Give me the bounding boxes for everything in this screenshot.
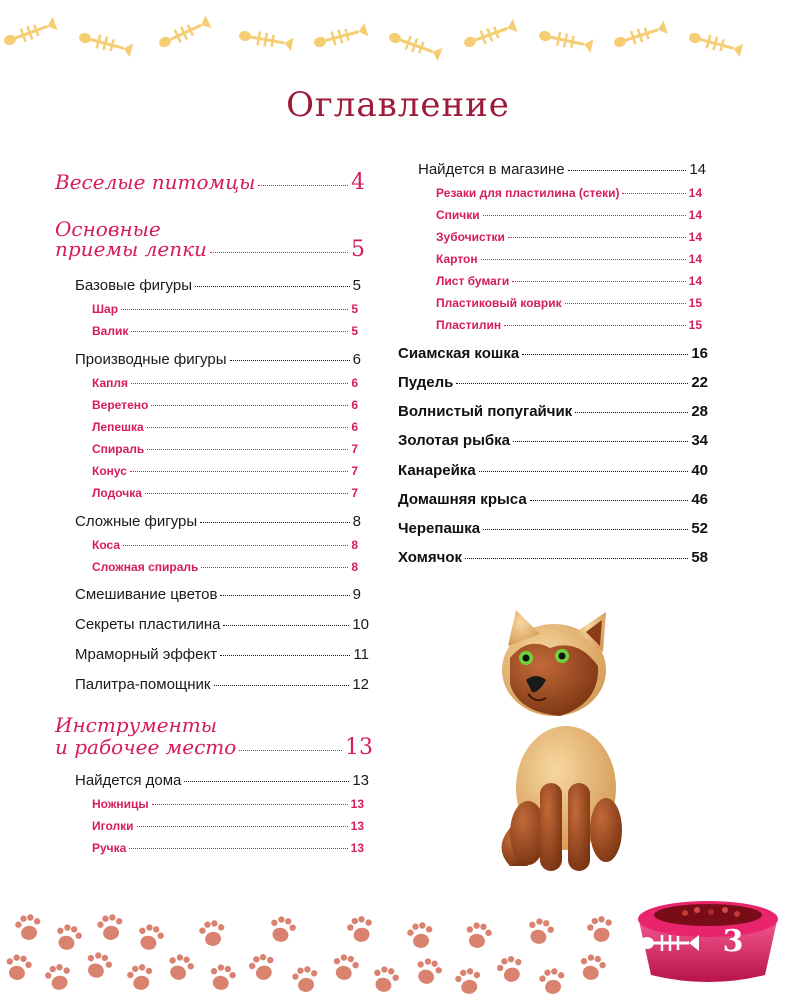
paw-print-icon: [495, 953, 527, 985]
toc-pet[interactable]: Золотая рыбка 34: [398, 432, 708, 449]
toc-subsection[interactable]: Иголки 13: [92, 819, 364, 833]
paw-print-icon: [135, 922, 166, 953]
paw-print-icon: [53, 922, 84, 953]
plasticine-cat: [488, 608, 638, 876]
toc-section[interactable]: Базовые фигуры 5: [75, 277, 361, 294]
page-number: 3: [722, 924, 744, 959]
fish-bone-icon: [77, 30, 133, 57]
paw-print-icon: [14, 913, 43, 942]
paw-print-icon: [585, 914, 616, 945]
fish-bone-icon: [687, 30, 743, 57]
paw-print-icon: [330, 953, 360, 983]
toc-subsection[interactable]: Пластилин 15: [436, 318, 702, 332]
toc-subsection[interactable]: Ручка 13: [92, 841, 364, 855]
fish-bone-icon: [612, 21, 668, 51]
paw-print-icon: [267, 914, 298, 945]
toc-subsection[interactable]: Зубочистки 14: [436, 230, 702, 244]
toc-subsection[interactable]: Спираль 7: [92, 442, 358, 456]
toc-subsection[interactable]: Резаки для пластилина (стеки) 14: [436, 186, 702, 200]
toc-subsection[interactable]: Лодочка 7: [92, 486, 358, 500]
fish-bone-icon: [2, 17, 58, 49]
toc-subsection[interactable]: Лепешка 6: [92, 420, 358, 434]
fish-bone-icon: [387, 29, 443, 61]
toc-subsection[interactable]: Веретено 6: [92, 398, 358, 412]
paw-print-icon: [370, 964, 401, 995]
toc-subsection[interactable]: Шар 5: [92, 302, 358, 316]
paw-print-icon: [247, 951, 279, 983]
toc-chapter-line1: Основные: [55, 217, 161, 241]
toc-section[interactable]: Найдется дома 13: [75, 772, 369, 789]
toc-chapter[interactable]: приемы лепки 5: [55, 237, 365, 262]
paw-print-icon: [164, 952, 196, 984]
toc-subsection[interactable]: Капля 6: [92, 376, 358, 390]
paw-print-icon: [96, 913, 125, 942]
toc-subsection[interactable]: Коса 8: [92, 538, 358, 552]
toc-section[interactable]: Сложные фигуры 8: [75, 513, 361, 530]
paw-print-icon: [464, 921, 493, 950]
paw-print-icon: [412, 956, 444, 988]
page-title: Оглавление: [286, 85, 510, 125]
toc-subsection[interactable]: Ножницы 13: [92, 797, 364, 811]
fish-bone-icon: [312, 23, 368, 50]
toc-subsection[interactable]: Спички 14: [436, 208, 702, 222]
toc-subsection[interactable]: Валик 5: [92, 324, 358, 338]
paw-print-icon: [43, 962, 74, 993]
toc-pet[interactable]: Домашняя крыса 46: [398, 491, 708, 508]
fish-bone-icon: [538, 28, 594, 53]
food-bowl: [633, 893, 783, 985]
paw-print-icon: [126, 962, 156, 992]
toc-chapter-line1: Инструменты: [55, 713, 218, 737]
toc-section[interactable]: Палитра-помощник 12: [75, 676, 369, 693]
paw-print-icon: [454, 966, 484, 996]
fish-bone-icon: [157, 15, 212, 51]
paw-print-icon: [82, 949, 114, 981]
paw-print-icon: [4, 953, 33, 982]
paw-print-icon: [345, 914, 376, 945]
toc-subsection[interactable]: Сложная спираль 8: [92, 560, 358, 574]
toc-section[interactable]: Производные фигуры 6: [75, 351, 361, 368]
toc-section[interactable]: Мраморный эффект 11: [75, 646, 369, 663]
toc-pet[interactable]: Пудель 22: [398, 374, 708, 391]
toc-section[interactable]: Секреты пластилина 10: [75, 616, 369, 633]
paw-print-icon: [538, 967, 567, 996]
toc-chapter[interactable]: и рабочее место 13: [55, 735, 373, 760]
toc-subsection[interactable]: Лист бумаги 14: [436, 274, 702, 288]
toc-pet[interactable]: Волнистый попугайчик 28: [398, 403, 708, 420]
toc-pet[interactable]: Сиамская кошка 16: [398, 345, 708, 362]
paw-print-icon: [207, 963, 237, 993]
paw-print-icon: [525, 916, 556, 947]
paw-print-icon: [198, 919, 227, 948]
toc-pet[interactable]: Хомячок 58: [398, 549, 708, 566]
toc-subsection[interactable]: Картон 14: [436, 252, 702, 266]
fish-bone-icon: [462, 19, 518, 51]
toc-chapter[interactable]: Веселые питомцы 4: [55, 170, 365, 195]
toc-pet[interactable]: Черепашка 52: [398, 520, 708, 537]
paw-print-icon: [291, 965, 320, 994]
toc-section[interactable]: Найдется в магазине 14: [418, 161, 706, 178]
paw-print-icon: [406, 921, 435, 950]
toc-subsection[interactable]: Конус 7: [92, 464, 358, 478]
top-border: [0, 0, 796, 70]
paw-print-icon: [577, 953, 607, 983]
toc-pet[interactable]: Канарейка 40: [398, 462, 708, 479]
fish-bone-icon: [238, 28, 294, 51]
toc-section[interactable]: Смешивание цветов 9: [75, 586, 361, 603]
toc-subsection[interactable]: Пластиковый коврик 15: [436, 296, 702, 310]
